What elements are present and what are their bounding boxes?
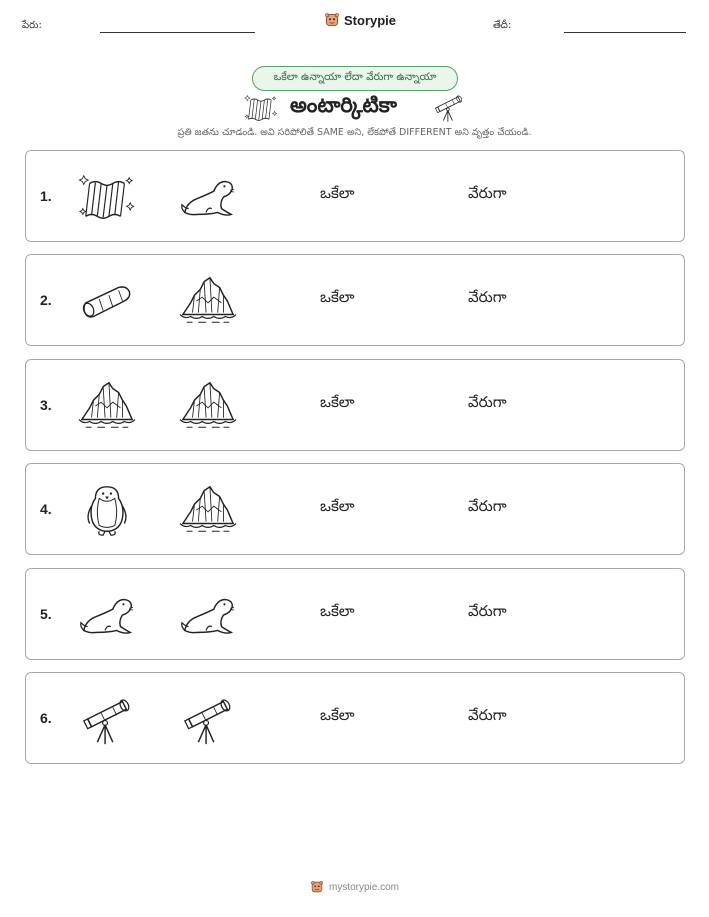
title-row	[0, 90, 709, 124]
question-number: 1.	[40, 188, 52, 204]
ice-core-icon	[78, 273, 136, 329]
instruction-text: ప్రతి జతను చూడండి. అవి సరిపోలితే SAME అని, లేకపోతే DIFFERENT అని వృత్తం చేయండి.	[177, 127, 532, 138]
same-option[interactable]: ఒకేలా	[320, 601, 355, 620]
same-option[interactable]: ఒకేలా	[320, 497, 355, 516]
question-number: 6.	[40, 710, 52, 726]
telescope-icon	[179, 691, 237, 747]
telescope-icon	[78, 691, 136, 747]
seal-icon	[179, 169, 237, 225]
question-row	[25, 672, 685, 764]
date-label: తేదీ:	[493, 20, 512, 31]
worksheet-header	[0, 0, 709, 40]
worksheet-title: అంటార్కిటికా	[290, 93, 397, 117]
activity-type-pill: ఒకేలా ఉన్నాయా లేదా వేరుగా ఉన్నాయా	[252, 66, 458, 91]
question-row	[25, 254, 685, 346]
different-option[interactable]: వేరుగా	[468, 497, 507, 516]
seal-icon	[78, 587, 136, 643]
same-option[interactable]: ఒకేలా	[320, 288, 355, 307]
different-option[interactable]: వేరుగా	[468, 288, 507, 307]
question-number: 5.	[40, 605, 52, 622]
different-option[interactable]: వేరుగా	[468, 392, 507, 411]
seal-icon	[179, 587, 237, 643]
storypie-mascot-icon	[324, 12, 340, 28]
iceberg-icon	[78, 378, 136, 434]
question-number: 3.	[40, 396, 52, 413]
footer	[0, 880, 709, 894]
footer-url: mystorypie.com	[328, 881, 399, 893]
different-option[interactable]: వేరుగా	[468, 184, 507, 202]
storypie-mascot-icon	[310, 880, 324, 894]
question-row	[25, 359, 685, 451]
brand-logo	[324, 12, 396, 28]
question-number: 2.	[40, 292, 52, 309]
question-row	[25, 463, 685, 555]
name-field-line[interactable]	[100, 32, 255, 33]
penguin-icon	[78, 482, 136, 538]
aurora-icon	[78, 169, 136, 225]
telescope-icon	[432, 91, 466, 123]
brand-name: Storypie	[344, 12, 397, 28]
same-option[interactable]: ఒకేలా	[320, 392, 355, 411]
different-option[interactable]: వేరుగా	[468, 601, 507, 620]
different-option[interactable]: వేరుగా	[468, 706, 507, 724]
question-row	[25, 150, 685, 242]
iceberg-icon	[179, 273, 237, 329]
question-number: 4.	[40, 501, 52, 518]
name-label: పేరు:	[22, 20, 42, 31]
iceberg-icon	[179, 378, 237, 434]
aurora-icon	[244, 92, 278, 124]
question-row	[25, 568, 685, 660]
same-option[interactable]: ఒకేలా	[320, 184, 355, 202]
same-option[interactable]: ఒకేలా	[320, 706, 355, 724]
iceberg-icon	[179, 482, 237, 538]
date-field-line[interactable]	[564, 32, 686, 33]
